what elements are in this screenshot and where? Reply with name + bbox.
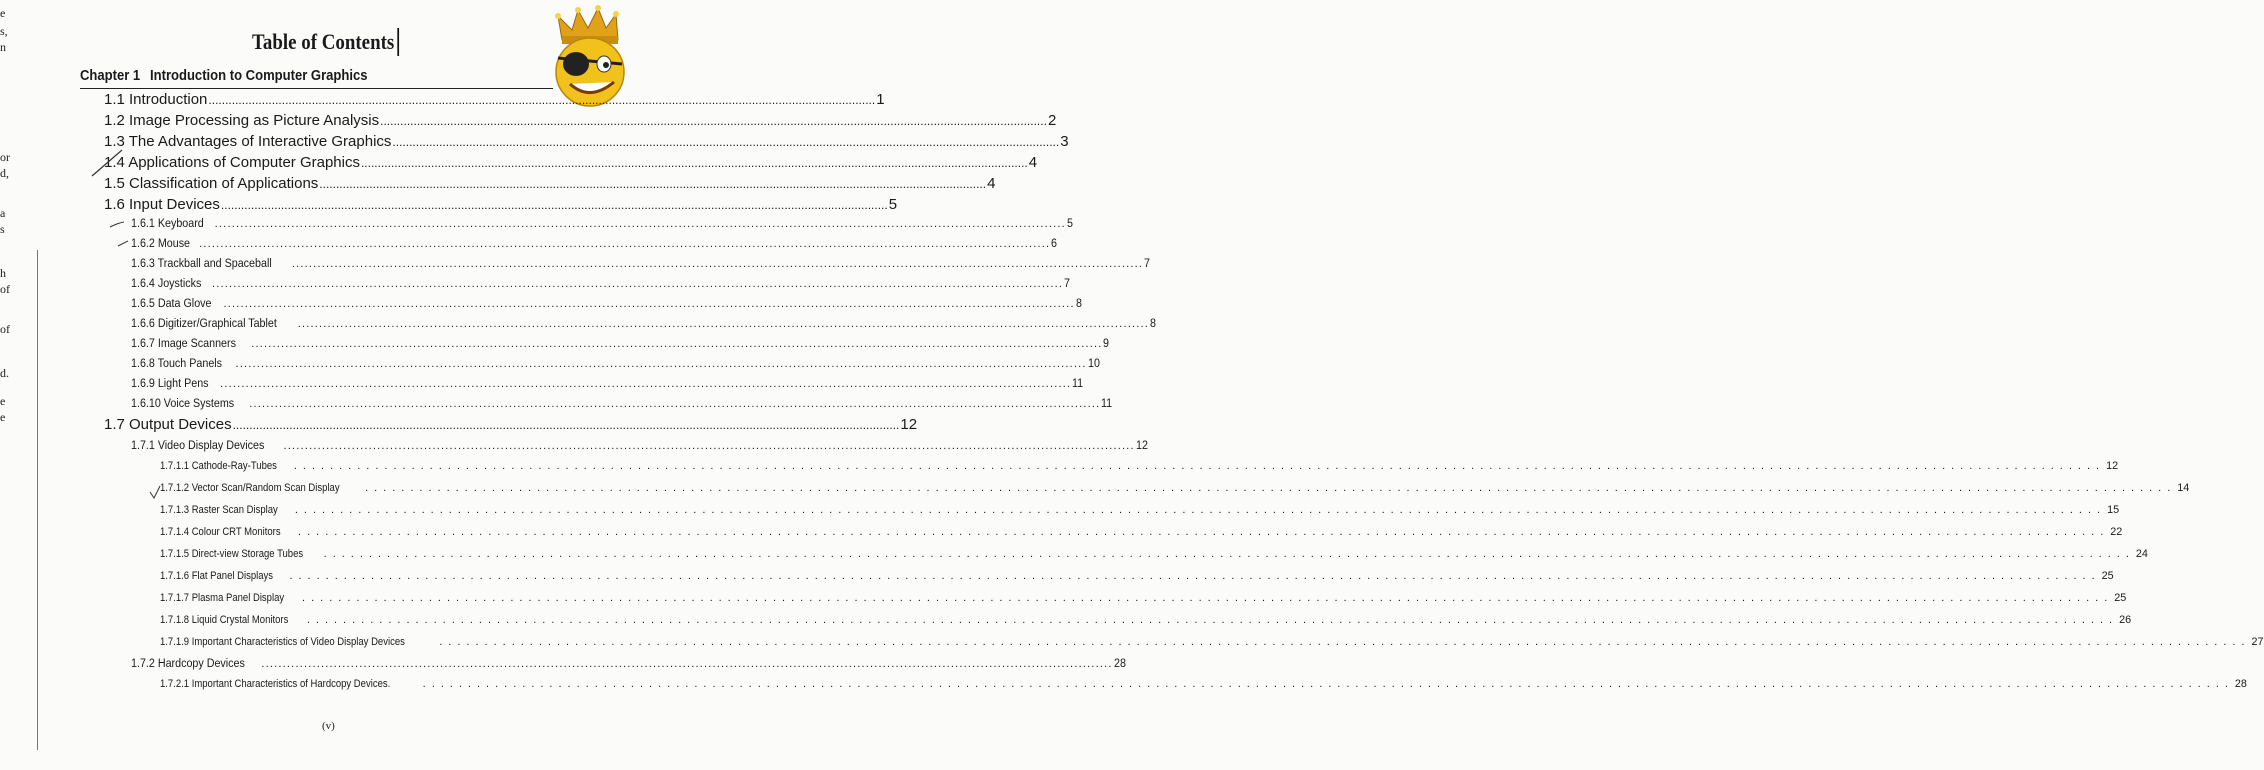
toc-entry-label: 1.7.1.8 Liquid Crystal Monitors — [160, 614, 289, 626]
toc-entry[interactable] — [131, 656, 1126, 670]
dot-leader: ........................................................................................................................................................................................................ — [392, 135, 1060, 149]
toc-entry-page: 7 — [1144, 256, 1151, 270]
toc-entry-label: 1.6.5 Data Glove — [131, 296, 212, 310]
dot-leader: ........................................................................................................................................................................................................ — [232, 418, 900, 432]
toc-entry-page: 12 — [900, 416, 918, 433]
toc-entry[interactable] — [160, 504, 2120, 516]
toc-entry-page: 25 — [2114, 592, 2127, 604]
gutter-fragment: d, — [0, 166, 9, 180]
toc-entry-label: 1.3 The Advantages of Interactive Graphics — [104, 133, 392, 150]
gutter-fragment: e — [0, 6, 6, 20]
toc-entry[interactable] — [131, 296, 1082, 310]
toc-entry-page: 5 — [1066, 216, 1073, 230]
toc-entry-label: 1.6.4 Joysticks — [131, 276, 202, 290]
toc-entry[interactable] — [104, 154, 1038, 171]
toc-entry-page: 27 — [2251, 636, 2264, 648]
toc-entry-page: 7 — [1064, 276, 1071, 290]
gutter-fragment: n — [0, 40, 6, 54]
gutter-fragment: or — [0, 150, 10, 164]
toc-entry-label: 1.6.3 Trackball and Spaceball — [131, 256, 272, 270]
dot-leader: ........................................................................................................................................................................................................ — [439, 636, 2251, 648]
toc-entry[interactable] — [131, 216, 1073, 230]
toc-entry-label: 1.6.10 Voice Systems — [131, 396, 235, 410]
dot-leader: ........................................................................................................................................................................................................ — [298, 526, 2110, 538]
gutter-fragment: h — [0, 266, 6, 280]
chapter-label: Chapter 1 — [80, 68, 141, 84]
toc-entry-label: 1.7.1.4 Colour CRT Monitors — [160, 526, 281, 538]
toc-entry-label: 1.4 Applications of Computer Graphics — [104, 154, 360, 171]
gutter-fragment: e — [0, 410, 6, 424]
page-title: Table of Contents — [252, 28, 399, 56]
toc-entry[interactable] — [131, 336, 1110, 350]
toc-entry-page: 14 — [2177, 482, 2190, 494]
toc-entry[interactable] — [131, 256, 1151, 270]
toc-entry-page: 11 — [1101, 396, 1113, 410]
toc-entry[interactable] — [131, 276, 1071, 290]
dot-leader: ........................................................................................................................................................................................................ — [220, 378, 1072, 390]
toc-entry[interactable] — [160, 548, 2148, 560]
gutter-fragment: s, — [0, 24, 8, 38]
toc-entry-page: 6 — [1051, 236, 1058, 250]
toc-entry[interactable] — [104, 175, 996, 192]
toc-entry-page: 22 — [2110, 526, 2123, 538]
toc-entry[interactable] — [160, 570, 2114, 582]
toc-entry-label: 1.6.7 Image Scanners — [131, 336, 236, 350]
toc-entry-page: 10 — [1087, 356, 1100, 370]
toc-entry-label: 1.2 Image Processing as Picture Analysis — [104, 112, 380, 129]
dot-leader: ........................................................................................................................................................................................................ — [422, 678, 2234, 690]
page-folio: (v) — [322, 720, 335, 732]
toc-entry[interactable] — [104, 133, 1069, 150]
toc-entry[interactable] — [160, 460, 2119, 472]
dot-leader: ........................................................................................................................................................................................................ — [291, 258, 1144, 270]
toc-entry-page: 4 — [987, 175, 996, 192]
dot-leader: ........................................................................................................................................................................................................ — [249, 398, 1101, 410]
toc-entry-page: 28 — [2234, 678, 2247, 690]
toc-entry[interactable] — [131, 356, 1100, 370]
toc-entry[interactable] — [160, 592, 2127, 604]
toc-entry-page: 12 — [2106, 460, 2119, 472]
dot-leader: ........................................................................................................................................................................................................ — [283, 440, 1135, 452]
toc-entry[interactable] — [104, 112, 1057, 129]
previous-page-gutter — [0, 0, 24, 770]
toc-entry-label: 1.6.9 Light Pens — [131, 376, 209, 390]
toc-entry[interactable] — [131, 236, 1058, 250]
toc-entry[interactable] — [131, 396, 1113, 410]
gutter-fragment: e — [0, 394, 6, 408]
toc-entry-label: 1.6.1 Keyboard — [131, 216, 204, 230]
toc-entry[interactable] — [131, 376, 1084, 390]
toc-entry-page: 2 — [1047, 112, 1057, 129]
toc-entry-page: 8 — [1075, 296, 1082, 310]
toc-entry-page: 26 — [2119, 614, 2132, 626]
dot-leader: ........................................................................................................................................................................................................ — [380, 114, 1047, 128]
toc-entry-label: 1.1 Introduction — [104, 91, 208, 108]
toc-entry-page: 24 — [2135, 548, 2148, 560]
page-edge-line — [37, 250, 38, 750]
toc-entry[interactable] — [131, 438, 1148, 452]
dot-leader: ........................................................................................................................................................................................................ — [223, 298, 1075, 310]
dot-leader: ........................................................................................................................................................................................................ — [302, 592, 2114, 604]
toc-entry-label: 1.6.2 Mouse — [131, 236, 191, 250]
toc-entry-page: 3 — [1060, 133, 1069, 150]
toc-entry-page: 1 — [876, 91, 885, 108]
toc-entry-label: 1.7.1.6 Flat Panel Displays — [160, 570, 274, 582]
toc-entry-page: 4 — [1028, 154, 1038, 171]
dot-leader: ........................................................................................................................................................................................................ — [214, 218, 1066, 230]
toc-entry-label: 1.7.1.1 Cathode-Ray-Tubes — [160, 460, 277, 472]
gutter-fragment: of — [0, 322, 10, 336]
toc-entry[interactable] — [160, 482, 2190, 494]
toc-entry-label: 1.6.8 Touch Panels — [131, 356, 223, 370]
toc-entry-label: 1.7.1.2 Vector Scan/Random Scan Display — [160, 482, 340, 494]
dot-leader: ........................................................................................................................................................................................................ — [360, 156, 1028, 170]
toc-entry-label: 1.7.1.7 Plasma Panel Display — [160, 592, 285, 604]
toc-entry[interactable] — [160, 526, 2123, 538]
toc-entry-label: 1.7.2 Hardcopy Devices — [131, 656, 245, 670]
dot-leader: ........................................................................................................................................................................................................ — [306, 614, 2119, 626]
dot-leader: ........................................................................................................................................................................................................ — [199, 238, 1051, 250]
toc-entry[interactable] — [131, 316, 1156, 330]
gutter-fragment: a — [0, 206, 6, 220]
dot-leader: ........................................................................................................................................................................................................ — [211, 278, 1064, 290]
toc-entry-label: 1.6.6 Digitizer/Graphical Tablet — [131, 316, 277, 330]
toc-entry-page: 25 — [2101, 570, 2114, 582]
gutter-fragment: s — [0, 222, 5, 236]
toc-entry-label: 1.7.1 Video Display Devices — [131, 438, 265, 452]
dot-leader: ........................................................................................................................................................................................................ — [235, 358, 1087, 370]
dot-leader: ........................................................................................................................................................................................................ — [319, 177, 987, 191]
toc-entry-page: 8 — [1149, 316, 1156, 330]
toc-entry[interactable] — [104, 196, 898, 213]
dot-leader: ........................................................................................................................................................................................................ — [261, 658, 1113, 670]
dot-leader: ........................................................................................................................................................................................................ — [293, 460, 2106, 472]
toc-entry-label: 1.7.2.1 Important Characteristics of Hardcopy Devices. — [160, 678, 391, 690]
dot-leader: ........................................................................................................................................................................................................ — [297, 318, 1149, 330]
gutter-fragment: of — [0, 282, 10, 296]
toc-entry-label: 1.6 Input Devices — [104, 196, 220, 213]
toc-entry-page: 28 — [1113, 656, 1126, 670]
chapter-title: Introduction to Computer Graphics — [150, 68, 368, 84]
toc-entry[interactable] — [160, 614, 2132, 626]
dot-leader: ........................................................................................................................................................................................................ — [289, 570, 2101, 582]
dot-leader: ........................................................................................................................................................................................................ — [294, 504, 2107, 516]
chapter-heading — [80, 66, 553, 89]
toc-entry-label: 1.7 Output Devices — [104, 416, 232, 433]
toc-entry-page: 9 — [1103, 336, 1110, 350]
toc-entry-page: 12 — [1135, 438, 1148, 452]
toc-entry-page: 5 — [888, 196, 898, 213]
toc-entry-page: 11 — [1072, 376, 1084, 390]
toc-entry-label: 1.7.1.9 Important Characteristics of Video Display Devices — [160, 636, 405, 648]
dot-leader: ........................................................................................................................................................................................................ — [208, 93, 876, 107]
toc-entry[interactable] — [104, 91, 885, 108]
dot-leader: ........................................................................................................................................................................................................ — [220, 198, 888, 212]
toc-entry-label: 1.7.1.5 Direct-view Storage Tubes — [160, 548, 304, 560]
toc-entry-label: 1.7.1.3 Raster Scan Display — [160, 504, 278, 516]
gutter-fragment: d. — [0, 366, 9, 380]
toc-entry-page: 15 — [2107, 504, 2120, 516]
toc-entry[interactable] — [160, 636, 2264, 648]
toc-entry-label: 1.5 Classification of Applications — [104, 175, 319, 192]
toc-entry[interactable] — [104, 416, 918, 433]
dot-leader: ........................................................................................................................................................................................................ — [323, 548, 2135, 560]
toc-entry[interactable] — [160, 678, 2247, 690]
dot-leader: ........................................................................................................................................................................................................ — [365, 482, 2177, 494]
dot-leader: ........................................................................................................................................................................................................ — [251, 338, 1103, 350]
